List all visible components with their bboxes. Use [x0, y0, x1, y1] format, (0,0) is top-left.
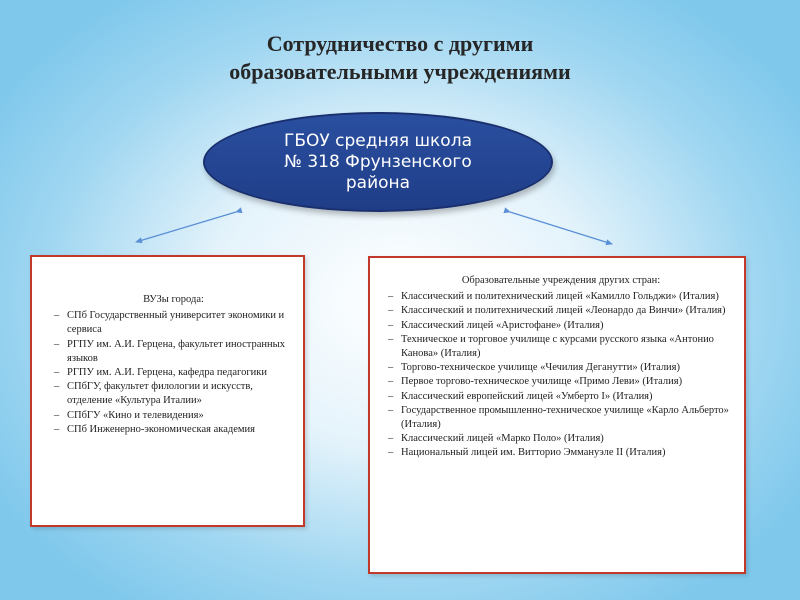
list-item: – Национальный лицей им. Витторио Эммануэле II (Италия) [388, 446, 734, 460]
foreign-institutions-list [388, 290, 734, 460]
list-item: – СПбГУ, факультет филологии и искусств, отделение «Культура Италии» [54, 380, 293, 408]
list-item: – РГПУ им. А.И. Герцена, факультет иностранных языков [54, 338, 293, 366]
list-item: – Торгово-техническое училище «Чечилия Деганутти» (Италия) [388, 361, 734, 375]
foreign-institutions-heading: Образовательные учреждения других стран: [461, 275, 661, 286]
arrow-to-right-box [510, 212, 612, 244]
title-line-1: Сотрудничество с другими [266, 31, 534, 56]
list-item: – СПбГУ «Кино и телевидения» [54, 409, 293, 423]
list-item: – Классический и политехнический лицей «Леонардо да Винчи» (Италия) [388, 304, 734, 318]
school-node-line-1: ГБОУ средняя школа [283, 130, 472, 151]
list-item: – Первое торгово-техническое училище «Примо Леви» (Италия) [388, 375, 734, 389]
list-item: – СПб Государственный университет экономики и сервиса [54, 309, 293, 337]
school-node [203, 112, 553, 212]
list-item: – Классический европейский лицей «Умберто I» (Италия) [388, 390, 734, 404]
title-line-2: образовательными учреждениями [229, 59, 571, 84]
list-item: – Государственное промышленно-техническое училище «Карло Альберто» (Италия) [388, 404, 734, 432]
list-item: – СПб Инженерно-экономическая академия [54, 423, 293, 437]
school-node-line-2: № 318 Фрунзенского [284, 151, 472, 172]
school-node-line-3: района [345, 172, 411, 193]
list-item: – Классический лицей «Марко Поло» (Италия) [388, 432, 734, 446]
list-item: – РГПУ им. А.И. Герцена, кафедра педагогики [54, 366, 293, 380]
foreign-institutions-box [368, 256, 746, 574]
list-item: – Классический лицей «Аристофане» (Италия) [388, 319, 734, 333]
list-item: – Классический и политехнический лицей «Камилло Гольджи» (Италия) [388, 290, 734, 304]
city-universities-heading: ВУЗы города: [143, 294, 204, 305]
city-universities-box [30, 255, 305, 527]
arrow-to-left-box [136, 212, 236, 242]
city-universities-list [54, 309, 293, 437]
list-item: – Техническое и торговое училище с курсами русского языка «Антонио Канова» (Италия) [388, 333, 734, 361]
